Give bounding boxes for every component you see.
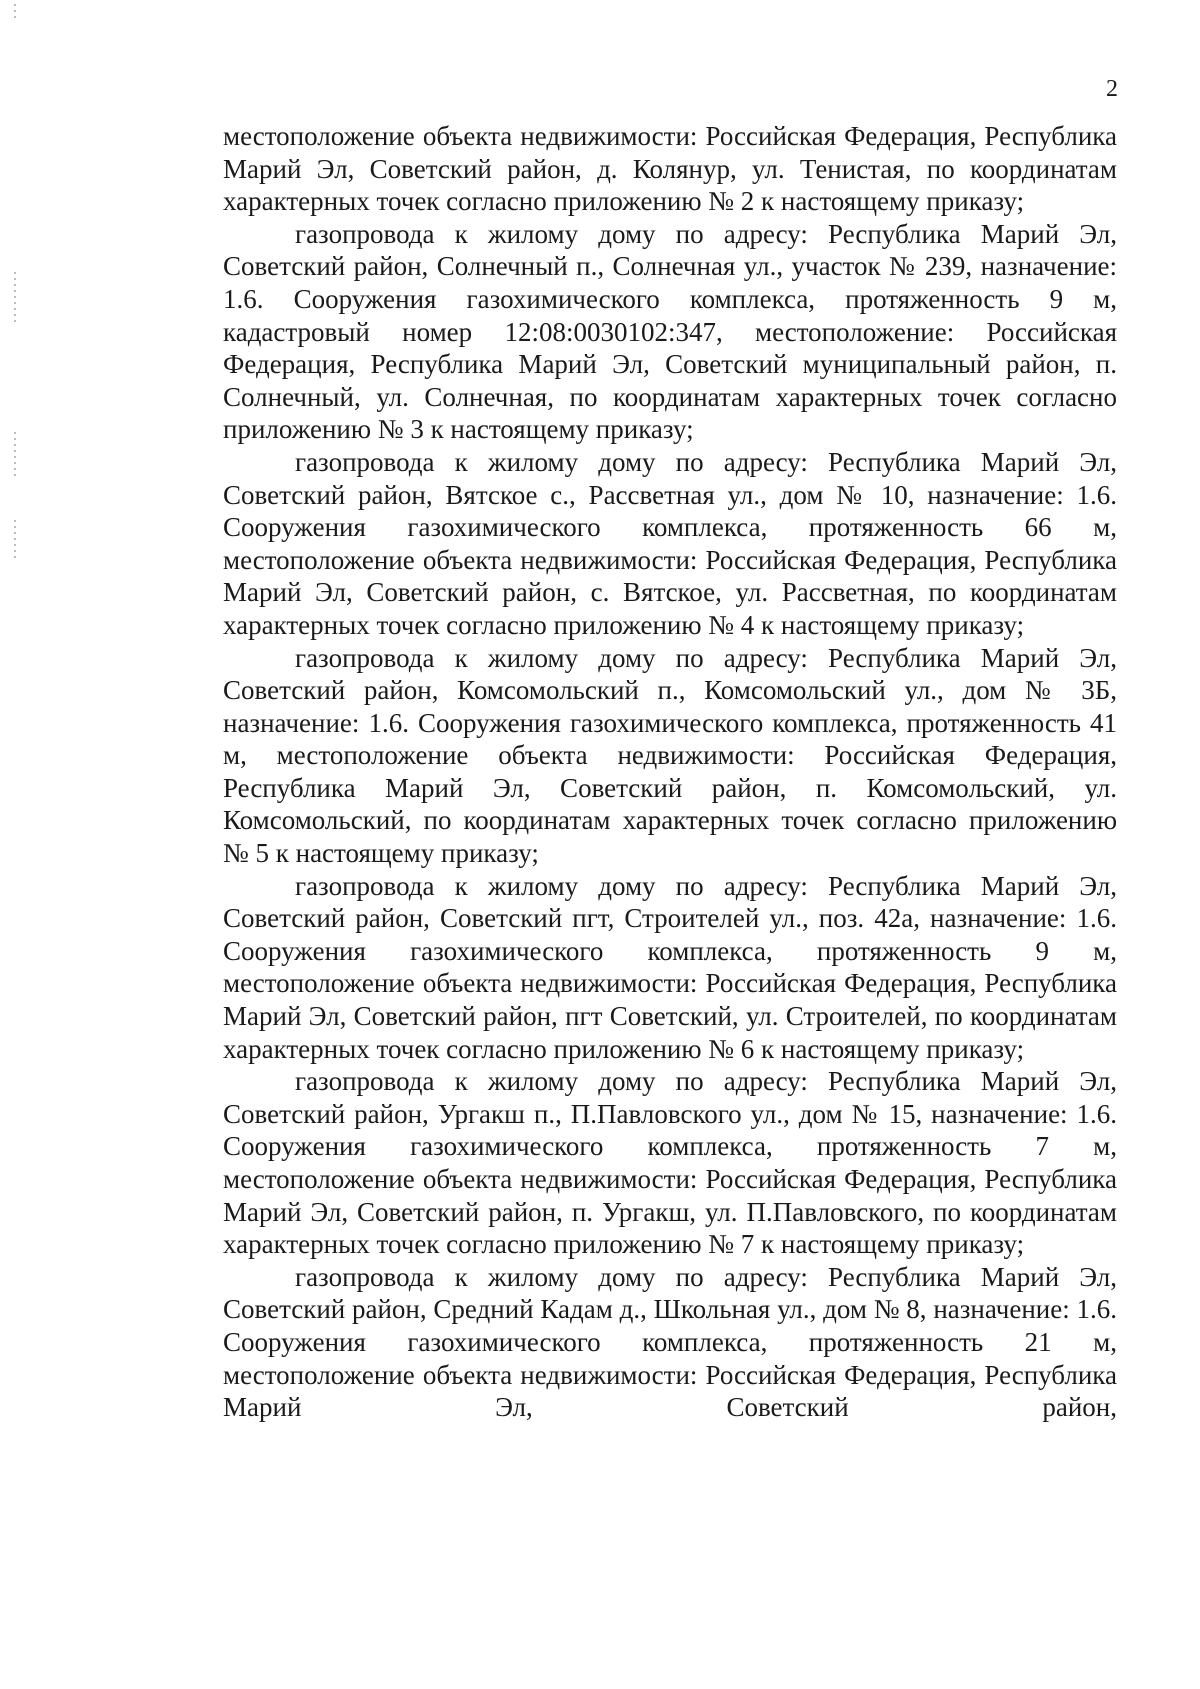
paragraph-continuation: местоположение объекта недвижимости: Российская Федерация, Республика Марий Эл, Советский район, д. Колянур, ул. Тенистая, по координатам характерных точек согласно приложению № 2 к настоящему приказу; <box>223 121 1117 217</box>
paragraph-item: газопровода к жилому дому по адресу: Республика Марий Эл, Советский район, Ургакш п., П.Павловского ул., дом № 15, назначение: 1.6. Сооружения газохимического комплекса, протяженность 7 м, местоположение объекта недвижимости: Российская Федерация, Республика Марий Эл, Советский район, п. Ургакш, ул. П.Павловского, по координатам характерных точек согласно приложению № 7 к настоящему приказу; <box>223 1066 1117 1260</box>
page-number: 2 <box>1106 76 1118 102</box>
paragraph-item: газопровода к жилому дому по адресу: Республика Марий Эл, Советский район, Советский пгт, Строителей ул., поз. 42а, назначение: 1.6. Сооружения газохимического комплекса, протяженность 9 м, местоположение объекта недвижимости: Российская Федерация, Республика Марий Эл, Советский район, пгт Советский, ул. Строителей, по координатам характерных точек согласно приложению № 6 к настоящему приказу; <box>223 870 1117 1064</box>
scan-margin-mark-lower <box>14 520 16 558</box>
scan-margin-mark-upper <box>14 272 16 324</box>
paragraph-item: газопровода к жилому дому по адресу: Республика Марий Эл, Советский район, Вятское с., Рассветная ул., дом № 10, назначение: 1.6. Сооружения газохимического комплекса, протяженность 66 м, местоположение объекта недвижимости: Российская Федерация, Республика Марий Эл, Советский район, с. Вятское, ул. Рассветная, по координатам характерных точек согласно приложению № 4 к настоящему приказу; <box>223 446 1117 640</box>
paragraph-item: газопровода к жилому дому по адресу: Республика Марий Эл, Советский район, Комсомольский п., Комсомольский ул., дом № 3Б, назначение: 1.6. Сооружения газохимического комплекса, протяженность 41 м, местоположение объекта недвижимости: Российская Федерация, Республика Марий Эл, Советский район, п. Комсомольский, ул. Комсомольский, по координатам характерных точек согласно приложению № 5 к настоящему приказу; <box>223 642 1117 869</box>
paragraph-item: газопровода к жилому дому по адресу: Республика Марий Эл, Советский район, Средний Кадам д., Школьная ул., дом № 8, назначение: 1.6. Сооружения газохимического комплекса, протяженность 21 м, местоположение объекта недвижимости: Российская Федерация, Республика Марий Эл, Советский район, <box>223 1261 1117 1423</box>
document-body <box>223 120 1117 1424</box>
scan-margin-mark-top <box>14 4 16 18</box>
scan-margin-mark-middle <box>14 432 16 476</box>
paragraph-item: газопровода к жилому дому по адресу: Республика Марий Эл, Советский район, Солнечный п., Солнечная ул., участок № 239, назначение: 1.6. Сооружения газохимического комплекса, протяженность 9 м, кадастровый номер 12:08:0030102:347, местоположение: Российская Федерация, Республика Марий Эл, Советский муниципальный район, п. Солнечный, ул. Солнечная, по координатам характерных точек согласно приложению № 3 к настоящему приказу; <box>223 218 1117 445</box>
